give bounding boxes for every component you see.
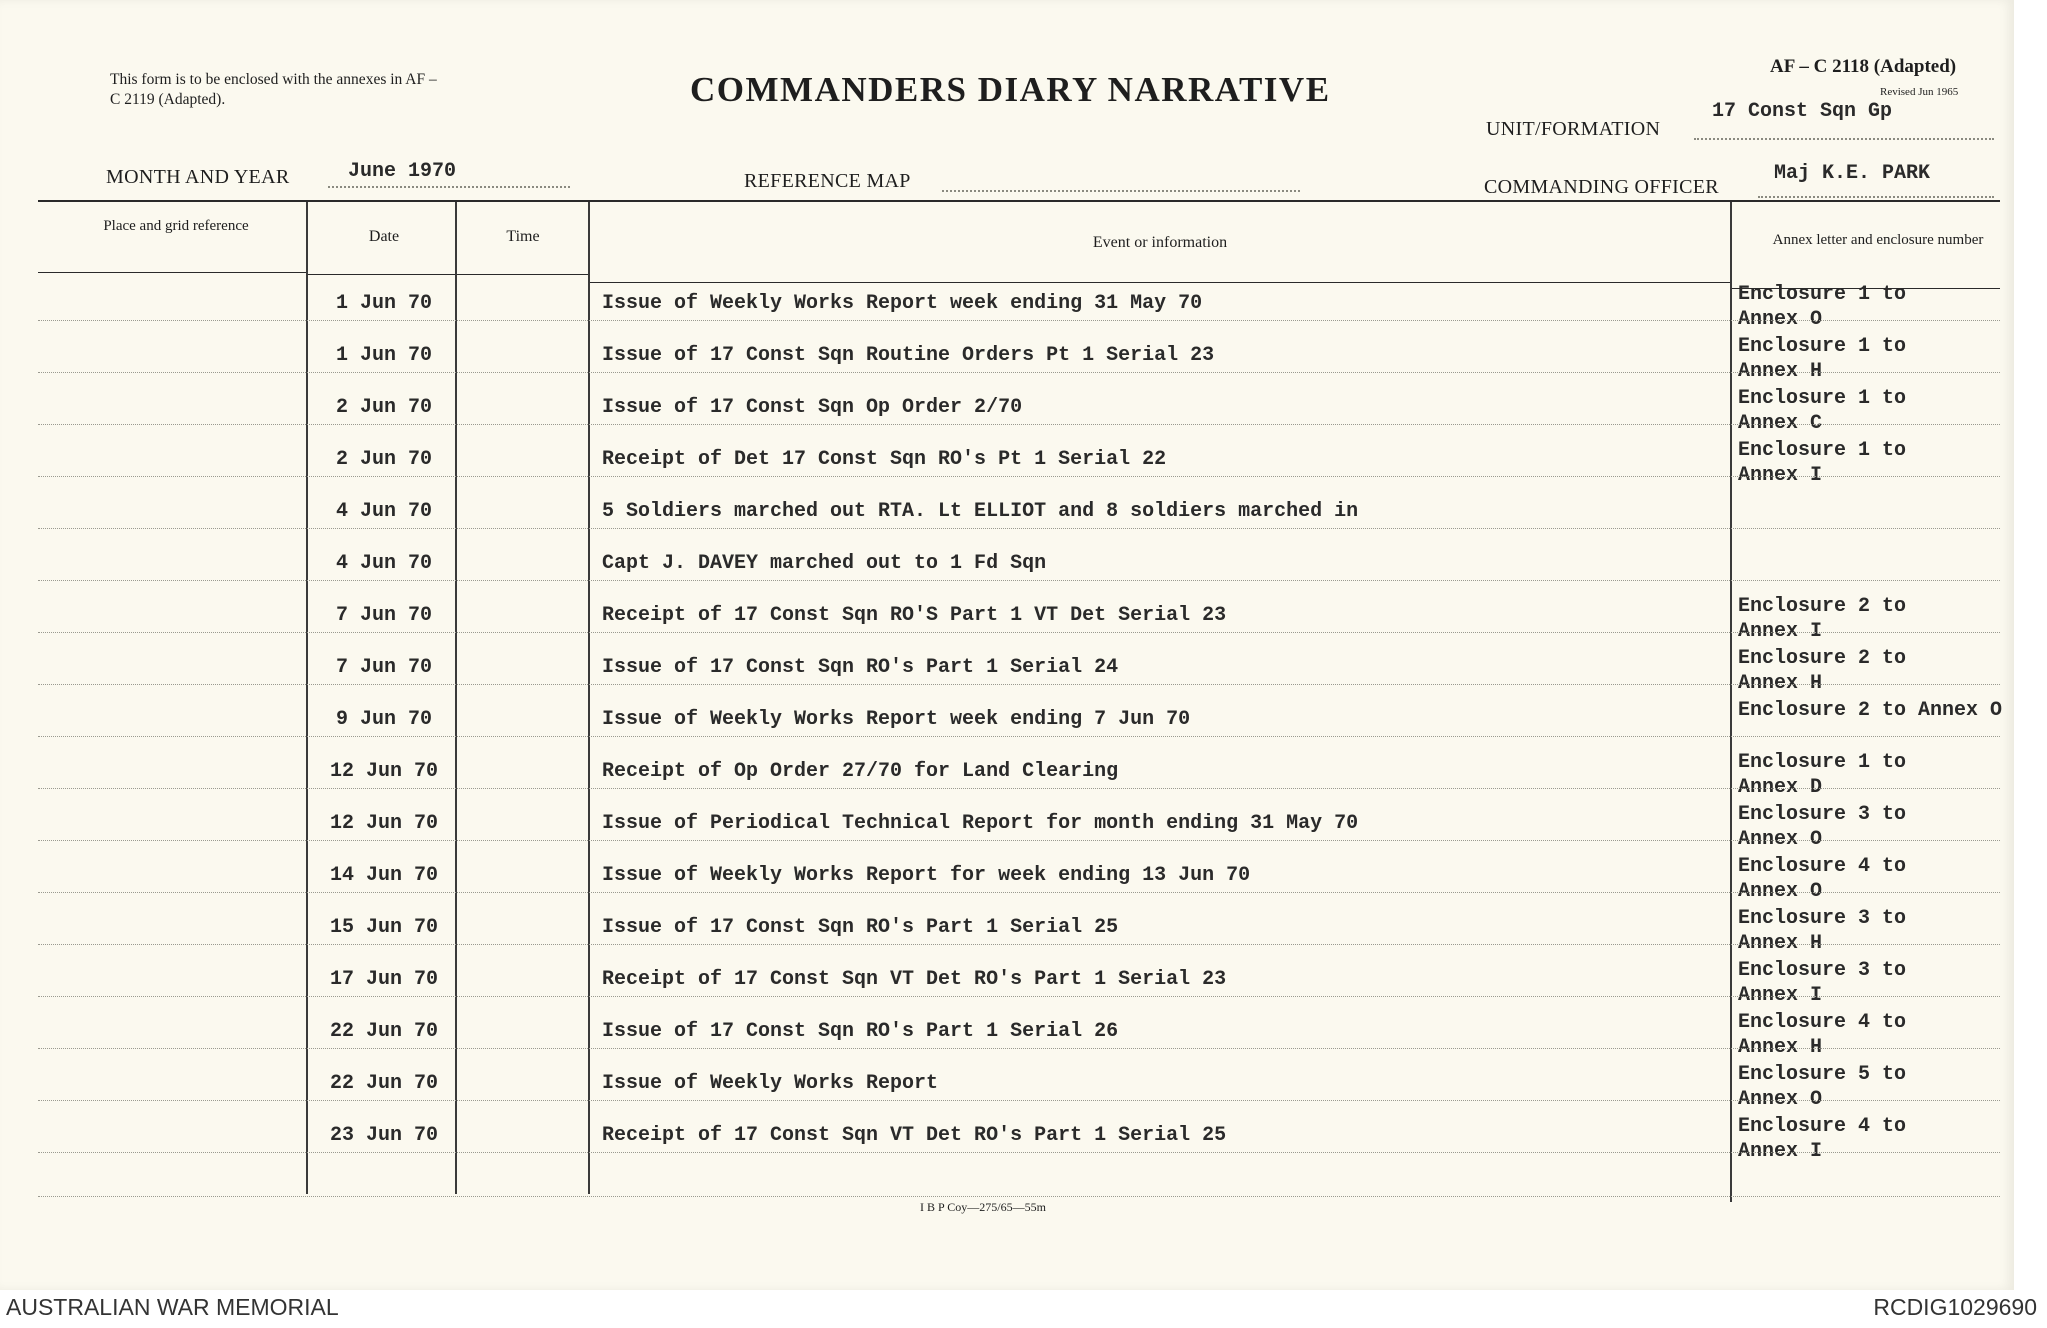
entry-annex (1738, 750, 2014, 800)
unit-formation-label: UNIT/FORMATION (1486, 118, 1661, 140)
entry-event: Receipt of Det 17 Const Sqn RO's Pt 1 Serial 22 (602, 448, 1167, 471)
diary-entry (0, 646, 2014, 698)
ruling-line (38, 580, 2000, 581)
month-year-label: MONTH AND YEAR (106, 166, 290, 188)
diary-entry (0, 1114, 2014, 1166)
column-header-place: Place and grid reference (103, 218, 249, 234)
annex-letter: Annex I (1738, 1140, 1823, 1163)
entry-event: Capt J. DAVEY marched out to 1 Fd Sqn (602, 552, 1047, 575)
entry-event: Issue of 17 Const Sqn RO's Part 1 Serial 26 (602, 1020, 1119, 1043)
entry-event: Receipt of 17 Const Sqn VT Det RO's Part 1 Serial 23 (602, 968, 1227, 991)
form-instruction-note: This form is to be enclosed with the annexes in AF – C 2119 (Adapted). (110, 71, 437, 108)
entry-date: 1 Jun 70 (335, 292, 432, 315)
entry-date: 7 Jun 70 (335, 656, 432, 679)
entry-annex (1738, 854, 2014, 904)
entry-event: Issue of Periodical Technical Report for month ending 31 May 70 (602, 812, 1359, 835)
diary-entry (0, 958, 2014, 1010)
entry-annex (1738, 906, 2014, 956)
reference-map-label: REFERENCE MAP (744, 170, 911, 192)
annex-enclosure: Enclosure 4 to (1738, 1011, 1907, 1034)
annex-letter: Annex O (1738, 828, 1823, 851)
entry-annex (1738, 802, 2014, 852)
entry-event: Receipt of 17 Const Sqn VT Det RO's Part 1 Serial 25 (602, 1124, 1227, 1147)
ruling-line (38, 1048, 2000, 1049)
form-title: COMMANDERS DIARY NARRATIVE (690, 70, 1331, 109)
annex-letter: Annex H (1738, 672, 1823, 695)
entry-event: Receipt of 17 Const Sqn RO'S Part 1 VT Det Serial 23 (602, 604, 1227, 627)
entry-event: Issue of 17 Const Sqn Routine Orders Pt 1 Serial 23 (602, 344, 1215, 367)
ruling-line (38, 684, 2000, 685)
annex-enclosure: Enclosure 1 to (1738, 283, 1907, 306)
diary-entry (0, 490, 2014, 542)
date-time-header-rule (308, 274, 588, 275)
table-top-rule (38, 200, 2000, 202)
entry-date: 1 Jun 70 (335, 344, 432, 367)
entry-annex (1738, 698, 2014, 723)
entry-date: 7 Jun 70 (335, 604, 432, 627)
reference-map-dotted-line (942, 170, 1300, 192)
annex-letter: Annex H (1738, 932, 1823, 955)
diary-entry (0, 854, 2014, 906)
annex-letter: Annex I (1738, 620, 1823, 643)
diary-entry (0, 438, 2014, 490)
annex-enclosure: Enclosure 2 to Annex O (1738, 699, 2003, 722)
annex-enclosure: Enclosure 2 to (1738, 595, 1907, 618)
entry-date: 23 Jun 70 (329, 1124, 439, 1147)
ruling-line (38, 840, 2000, 841)
archive-identifier: RCDIG1029690 (1873, 1294, 2037, 1320)
entry-annex (1738, 1062, 2014, 1112)
ruling-line (38, 476, 2000, 477)
diary-entry (0, 334, 2014, 386)
ruling-line (38, 320, 2000, 321)
form-code: AF – C 2118 (Adapted) (1770, 56, 1957, 77)
entry-event: Issue of Weekly Works Report for week ending 13 Jun 70 (602, 864, 1251, 887)
ruling-line (38, 632, 2000, 633)
column-header-time: Time (506, 228, 540, 245)
diary-entry (0, 386, 2014, 438)
ruling-line (38, 1100, 2000, 1101)
entry-date: 2 Jun 70 (335, 448, 432, 471)
annex-letter: Annex C (1738, 412, 1823, 435)
annex-letter: Annex H (1738, 360, 1823, 383)
ruling-line (38, 996, 2000, 997)
entry-annex (1738, 958, 2014, 1008)
annex-enclosure: Enclosure 4 to (1738, 1115, 1907, 1138)
entry-annex (1738, 646, 2014, 696)
entry-event: Receipt of Op Order 27/70 for Land Clearing (602, 760, 1119, 783)
entry-date: 4 Jun 70 (335, 500, 432, 523)
entry-annex (1738, 438, 2014, 488)
entry-annex (1738, 282, 2014, 332)
annex-enclosure: Enclosure 1 to (1738, 439, 1907, 462)
diary-entry (0, 282, 2014, 334)
ruling-line (38, 892, 2000, 893)
ruling-line (38, 372, 2000, 373)
entry-event: Issue of Weekly Works Report week ending 31 May 70 (602, 292, 1203, 315)
entry-date: 22 Jun 70 (329, 1020, 439, 1043)
diary-entry (0, 802, 2014, 854)
entry-date: 4 Jun 70 (335, 552, 432, 575)
entry-annex (1738, 1010, 2014, 1060)
entry-date: 15 Jun 70 (329, 916, 439, 939)
month-year-value: June 1970 (348, 160, 457, 183)
entry-annex (1738, 334, 2014, 384)
annex-enclosure: Enclosure 1 to (1738, 335, 1907, 358)
annex-letter: Annex I (1738, 984, 1823, 1007)
ruling-line (38, 1152, 2000, 1153)
entry-date: 2 Jun 70 (335, 396, 432, 419)
entry-annex (1738, 594, 2014, 644)
column-header-event: Event or information (1092, 234, 1228, 251)
diary-entry (0, 594, 2014, 646)
entry-date: 12 Jun 70 (329, 812, 439, 835)
diary-entry (0, 906, 2014, 958)
entry-annex (1738, 386, 2014, 436)
ruling-line (38, 528, 2000, 529)
annex-enclosure: Enclosure 1 to (1738, 387, 1907, 410)
annex-enclosure: Enclosure 3 to (1738, 907, 1907, 930)
entry-date: 22 Jun 70 (329, 1072, 439, 1095)
entry-date: 14 Jun 70 (329, 864, 439, 887)
entry-event: Issue of Weekly Works Report (602, 1072, 939, 1095)
unit-formation-value: 17 Const Sqn Gp (1712, 100, 1893, 123)
diary-entry (0, 1010, 2014, 1062)
commanding-officer-value: Maj K.E. PARK (1774, 162, 1931, 185)
annex-letter: Annex H (1738, 1036, 1823, 1059)
column-header-annex: Annex letter and enclosure number (1772, 232, 1984, 248)
commanding-officer-label: COMMANDING OFFICER (1484, 176, 1719, 198)
annex-letter: Annex D (1738, 776, 1823, 799)
ruling-line (38, 788, 2000, 789)
entry-event: 5 Soldiers marched out RTA. Lt ELLIOT and 8 soldiers marched in (602, 500, 1359, 523)
diary-entry (0, 698, 2014, 750)
printer-imprint: I B P Coy—275/65—55m (920, 1200, 1046, 1214)
annex-enclosure: Enclosure 5 to (1738, 1063, 1907, 1086)
annex-enclosure: Enclosure 3 to (1738, 803, 1907, 826)
annex-letter: Annex O (1738, 308, 1823, 331)
entry-event: Issue of 17 Const Sqn RO's Part 1 Serial 24 (602, 656, 1119, 679)
annex-letter: Annex O (1738, 1088, 1823, 1111)
annex-enclosure: Enclosure 2 to (1738, 647, 1907, 670)
form-revision-date: Revised Jun 1965 (1880, 86, 1959, 98)
place-header-rule (38, 272, 308, 273)
entry-annex (1738, 1114, 2014, 1164)
diary-entry (0, 542, 2014, 594)
entry-date: 9 Jun 70 (335, 708, 432, 731)
ruling-line (38, 1196, 2000, 1197)
diary-entry (0, 750, 2014, 802)
ruling-line (38, 944, 2000, 945)
diary-entry (0, 1062, 2014, 1114)
archive-credit: AUSTRALIAN WAR MEMORIAL (6, 1294, 339, 1320)
entry-event: Issue of Weekly Works Report week ending 7 Jun 70 (602, 708, 1191, 731)
annex-enclosure: Enclosure 1 to (1738, 751, 1907, 774)
entry-date: 17 Jun 70 (329, 968, 439, 991)
annex-enclosure: Enclosure 4 to (1738, 855, 1907, 878)
ruling-line (38, 424, 2000, 425)
annex-enclosure: Enclosure 3 to (1738, 959, 1907, 982)
entry-event: Issue of 17 Const Sqn Op Order 2/70 (602, 396, 1023, 419)
annex-letter: Annex O (1738, 880, 1823, 903)
column-header-date: Date (368, 228, 400, 245)
entry-event: Issue of 17 Const Sqn RO's Part 1 Serial 25 (602, 916, 1119, 939)
entry-date: 12 Jun 70 (329, 760, 439, 783)
annex-letter: Annex I (1738, 464, 1823, 487)
ruling-line (38, 736, 2000, 737)
